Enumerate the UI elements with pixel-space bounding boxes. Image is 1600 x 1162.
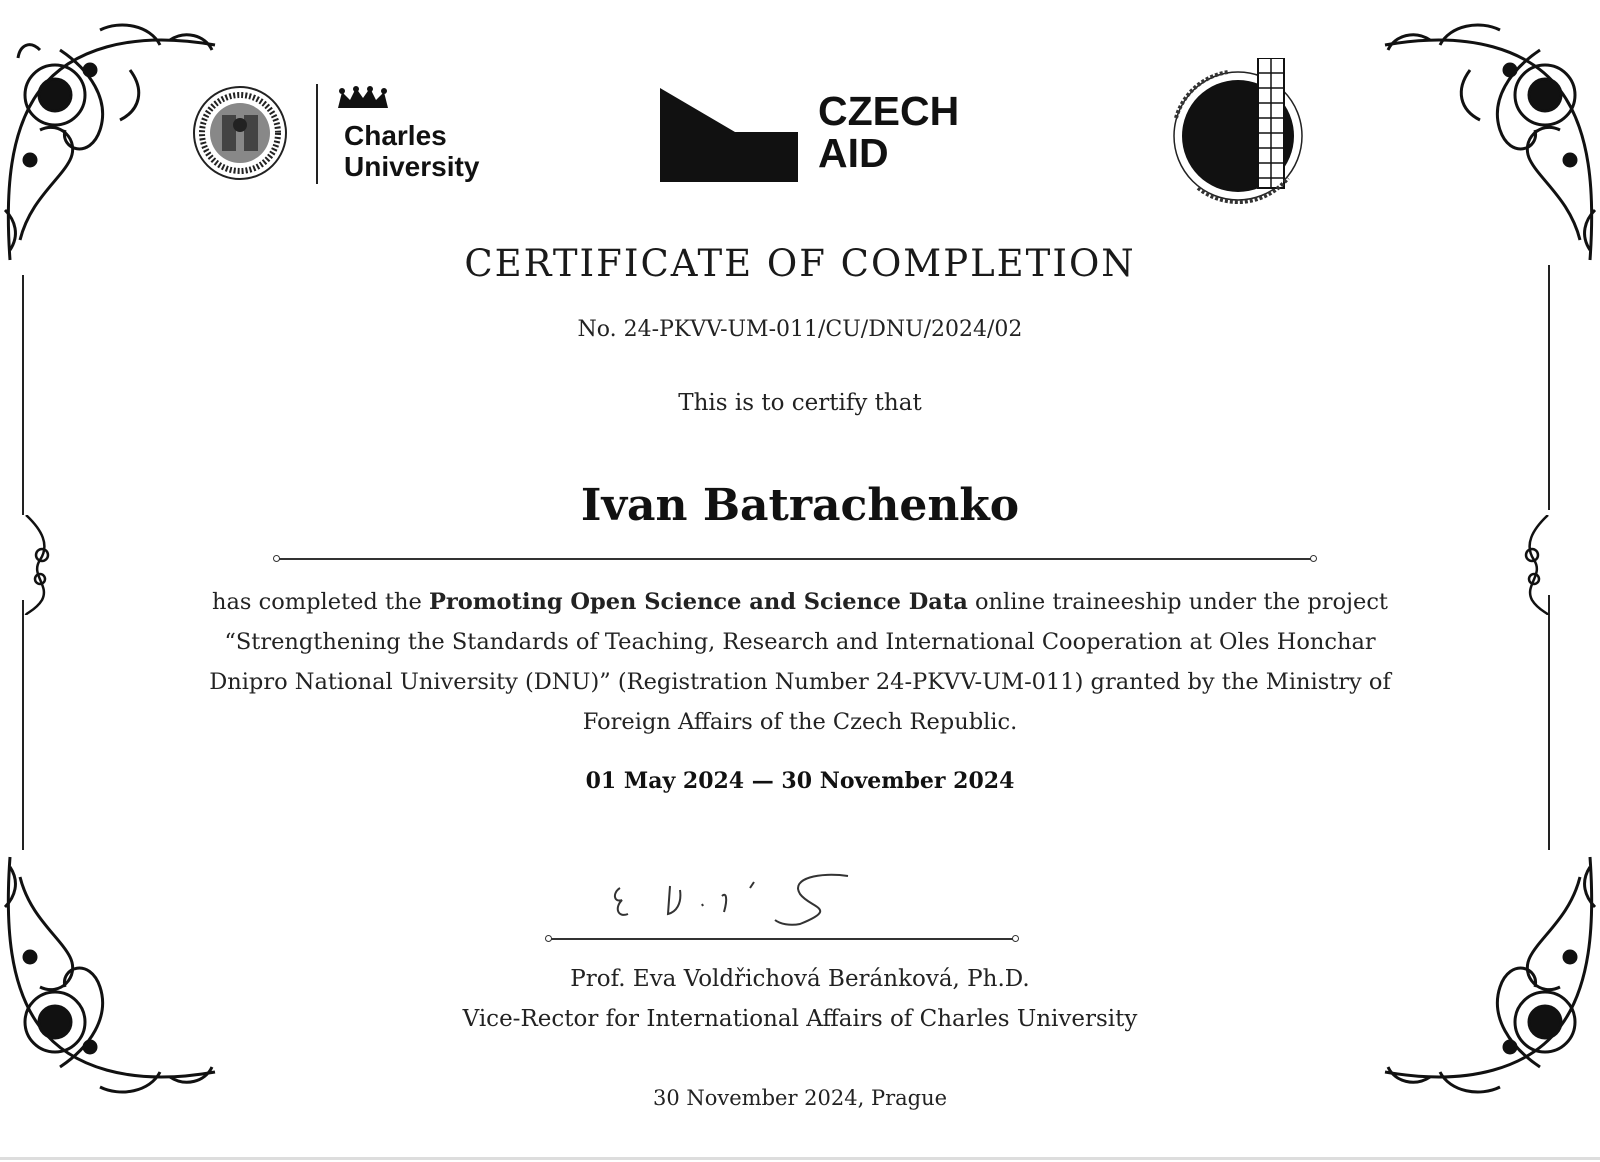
certificate-title: CERTIFICATE OF COMPLETION [464, 242, 1136, 285]
certificate-body [205, 582, 1395, 742]
signatory-name: Prof. Eva Voldřichová Beránková, Ph.D. [570, 966, 1030, 992]
traineeship-dates: 01 May 2024 — 30 November 2024 [585, 768, 1015, 794]
czech-aid-logo-icon [660, 88, 798, 182]
recipient-name: Ivan Batrachenko [580, 480, 1020, 531]
signatory-role: Vice-Rector for International Affairs of Charles University [462, 1006, 1138, 1032]
right-border-line [1548, 265, 1550, 510]
floral-corner-ornament-icon [1360, 10, 1600, 270]
right-border-line [1548, 595, 1550, 850]
body-prefix: has completed the [212, 589, 429, 615]
czech-aid-logo-text [818, 90, 959, 174]
certify-intro: This is to certify that [678, 390, 922, 416]
body-suffix: online traineeship under the project “Strengthening the Standards of Teaching, Research and International Cooperation at Oles Honchar Dnipro National University (DNU)” (Registration Number 24-PKVV-UM-011) granted by the Ministry of Foreign Affairs of the Czech Republic. [209, 589, 1391, 735]
charles-university-logo-text [344, 120, 479, 182]
charles-university-line1: Charles [344, 120, 447, 151]
dnu-seal-icon [1168, 58, 1308, 208]
czech-aid-line1: CZECH [818, 88, 960, 134]
charles-university-line2: University [344, 151, 480, 182]
course-name: Promoting Open Science and Science Data [428, 589, 968, 615]
czech-aid-line2: AID [818, 130, 889, 176]
page-bottom-edge [0, 1157, 1600, 1160]
logo-divider [316, 84, 318, 184]
charles-university-seal-icon [192, 85, 288, 181]
certificate-number: No. 24-PKVV-UM-011/CU/DNU/2024/02 [577, 317, 1023, 342]
recipient-underline [278, 558, 1312, 560]
handwritten-signature [610, 868, 870, 938]
signature-line [550, 938, 1014, 940]
issue-place-date: 30 November 2024, Prague [652, 1086, 948, 1110]
left-border-line [22, 600, 24, 850]
crown-icon [336, 86, 390, 112]
